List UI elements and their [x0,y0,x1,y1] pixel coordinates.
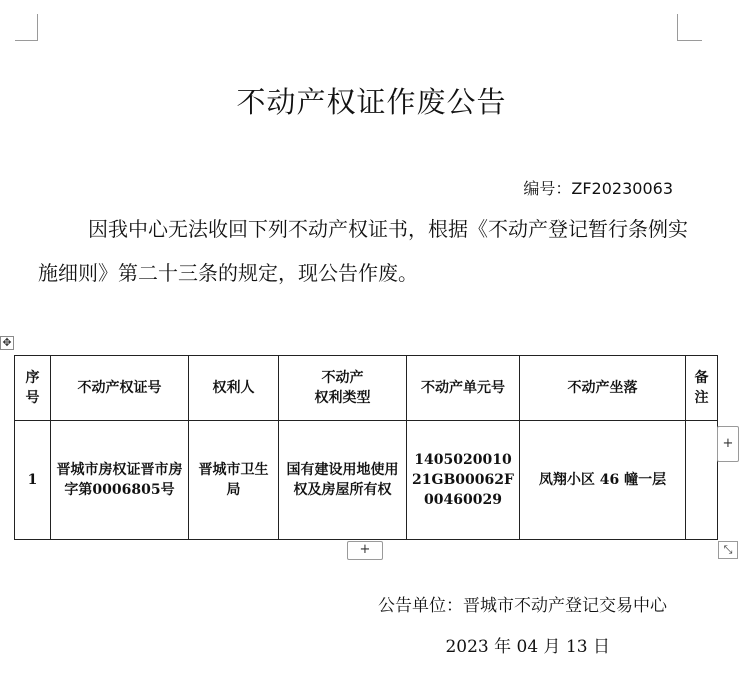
header-cell-serial: 序号 [15,356,51,421]
page-corner-mark-top-left [15,14,38,41]
table-resize-handle-icon[interactable]: ⤡ [718,541,738,559]
cell-owner: 晋城市卫生局 [189,421,279,540]
certificate-table [14,355,718,540]
add-row-button[interactable]: + [347,541,383,560]
header-cell-location: 不动产坐落 [520,356,686,421]
notice-paragraph-text: 因我中心无法收回下列不动产权证书，根据《不动产登记暂行条例实施细则》第二十三条的规定，现公告作废。 [38,217,688,285]
header-cell-owner: 权利人 [189,356,279,421]
notice-paragraph [38,207,688,295]
issue-date: 2023 年 04 月 13 日 [445,637,610,657]
page-corner-mark-top-right [677,14,702,41]
cell-right-type: 国有建设用地使用权及房屋所有权 [279,421,407,540]
cell-location: 凤翔小区 46 幢一层 [520,421,686,540]
header-cell-remarks: 备注 [686,356,718,421]
issuing-unit: 公告单位：晋城市不动产登记交易中心 [378,596,667,616]
table-header-row [15,356,718,421]
header-cell-certificate-no: 不动产权证号 [51,356,189,421]
cell-unit-no: 140502001021GB00062F00460029 [407,421,520,540]
cell-remarks [686,421,718,540]
table-row [15,421,718,540]
cell-certificate-no: 晋城市房权证晋市房字第0006805号 [51,421,189,540]
document-title: 不动产权证作废公告 [236,85,507,119]
header-cell-right-type: 不动产 权利类型 [279,356,407,421]
add-column-button[interactable]: + [717,426,739,462]
cell-serial: 1 [15,421,51,540]
document-number: 编号：ZF20230063 [523,179,673,198]
table-move-handle-icon[interactable]: ✥ [0,336,14,350]
header-cell-unit-no: 不动产单元号 [407,356,520,421]
